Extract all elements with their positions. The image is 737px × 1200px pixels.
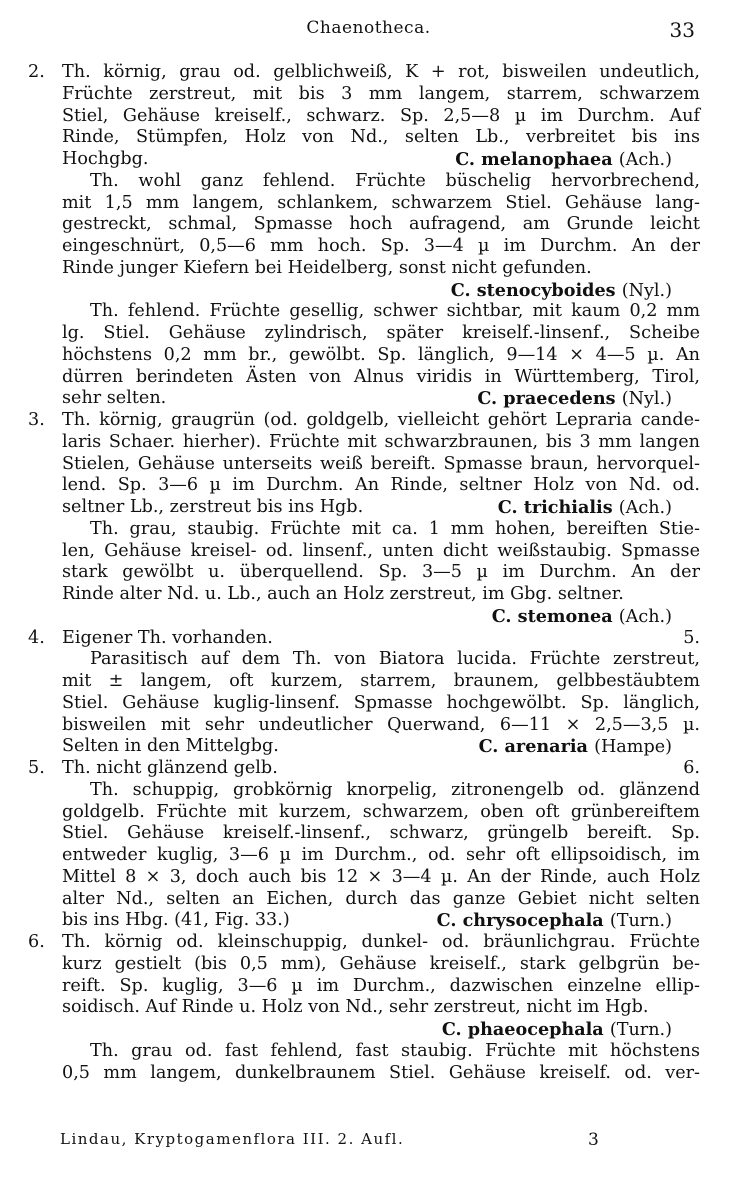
species-author: (Nyl.) [621, 389, 672, 410]
text-line [28, 1019, 700, 1041]
text-line [28, 280, 700, 302]
text-line [28, 519, 700, 541]
couplet-number: 6. [28, 932, 45, 952]
line-text: reift. Sp. kuglig, 3—6 µ im Durchm., dazwischen einzelne ellip- [62, 975, 700, 996]
text-line [28, 84, 700, 106]
text-line [28, 867, 700, 889]
species-name [479, 736, 672, 759]
species-binomial: C. chrysocephala [436, 910, 604, 932]
text-line [28, 584, 700, 606]
line-text: gestreckt, schmal, Spmasse hoch aufragend, am Grunde leicht [62, 214, 700, 235]
species-name [451, 280, 672, 303]
line-text: Stiel. Gehäuse kuglig-linsenf. Spmasse hochgewölbt. Sp. länglich, [62, 692, 700, 713]
line-text: Rinde junger Kiefern bei Heidelberg, sonst nicht gefunden. [62, 257, 592, 278]
line-text: lg. Stiel. Gehäuse zylindrisch, später kreiself.-linsenf., Scheibe [62, 323, 700, 343]
species-author: (Turn.) [609, 911, 672, 932]
line-text: Th. grau, staubig. Früchte mit ca. 1 mm hohen, bereiften Stie- [90, 518, 700, 539]
species-name [437, 910, 672, 933]
line-text: Stiel, Gehäuse kreiself., schwarz. Sp. 2,5—8 µ im Durchm. Auf [62, 105, 700, 126]
line-text: Th. körnig od. kleinschuppig, dunkel- od. bräunlichgrau. Früchte [62, 932, 700, 952]
text-line [28, 62, 700, 84]
species-name [442, 1019, 672, 1042]
line-text: dürren berindeten Ästen von Alnus viridis in Württemberg, Tirol, [62, 366, 700, 387]
species-name [492, 606, 672, 629]
text-line [28, 214, 700, 236]
text-line [28, 889, 700, 911]
text-line [28, 628, 700, 650]
text-line [28, 1063, 700, 1085]
text-line [28, 301, 700, 323]
line-text: mit ± langem, oft kurzem, starrem, braunem, gelbbestäubtem [62, 671, 700, 691]
line-text: Th. körnig, graugrün (od. goldgelb, vielleicht gehört Lepraria cande- [62, 410, 700, 430]
line-text: laris Schaer. hierher). Früchte mit schwarzbraunen, bis 3 mm langen [62, 431, 700, 452]
text-line [28, 845, 700, 867]
text-line [28, 345, 700, 367]
species-author: (Turn.) [609, 1020, 672, 1040]
species-binomial: C. arenaria [478, 736, 588, 758]
text-line [28, 715, 700, 737]
couplet-number: 5. [28, 758, 45, 778]
text-line [28, 758, 700, 780]
couplet-reference: 6. [683, 758, 700, 778]
line-text: Stielen, Gehäuse unterseits weiß bereift. Spmasse braun, hervorquel- [62, 453, 700, 474]
line-text: bis ins Hbg. (41, Fig. 33.) [62, 910, 290, 931]
line-text: kurz gestielt (bis 0,5 mm), Gehäuse kreiself., stark gelbgrün be- [62, 953, 700, 974]
line-text: entweder kuglig, 3—6 µ im Durchm., od. sehr oft ellipsoidisch, im [62, 845, 700, 865]
couplet-number: 3. [28, 410, 45, 430]
footer-imprint: Lindau, Kryptogamenflora III. 2. Aufl. [60, 1130, 405, 1148]
species-binomial: C. melanophaea [455, 149, 613, 170]
text-line [28, 1041, 700, 1063]
line-text: Früchte zerstreut, mit bis 3 mm langem, starrem, schwarzem [62, 83, 700, 104]
line-text: sehr selten. [62, 388, 167, 409]
line-text: seltner Lb., zerstreut bis ins Hgb. [62, 497, 364, 517]
text-line [28, 562, 700, 584]
text-line [28, 388, 700, 410]
line-text: Th. nicht glänzend gelb. [62, 758, 278, 778]
text-line [28, 106, 700, 128]
line-text: 0,5 mm langem, dunkelbraunem Stiel. Gehäuse kreiself. od. ver- [62, 1062, 700, 1083]
line-text: stark gewölbt u. überquellend. Sp. 3—5 µ im Durchm. An der [62, 562, 700, 583]
line-text: Mittel 8 × 3, doch auch bis 12 × 3—4 µ. An der Rinde, auch Holz [62, 866, 700, 887]
line-text: eingeschnürt, 0,5—6 mm hoch. Sp. 3—4 µ im Durchm. An der [62, 236, 700, 256]
line-text: Th. körnig, grau od. gelblichweiß, K + rot, bisweilen undeutlich, [62, 62, 700, 82]
line-text: Th. grau od. fast fehlend, fast staubig. Früchte mit höchstens [90, 1040, 700, 1061]
text-line [28, 606, 700, 628]
line-text: Parasitisch auf dem Th. von Biatora lucida. Früchte zerstreut, [90, 649, 700, 670]
line-text: Th. wohl ganz fehlend. Früchte büschelig hervorbrechend, [90, 170, 700, 191]
text-line [28, 497, 700, 519]
species-binomial: C. stemonea [491, 605, 613, 627]
line-text: Stiel. Gehäuse kreiself.-linsenf., schwarz, grüngelb bereift. Sp. [62, 823, 700, 844]
text-line [28, 954, 700, 976]
text-line [28, 823, 700, 845]
line-text: Rinde, Stümpfen, Holz von Nd., selten Lb., verbreitet bis ins [62, 127, 700, 148]
species-author: (Ach.) [618, 606, 672, 627]
line-text: goldgelb. Früchte mit kurzem, schwarzem, oben oft grünbereiftem [62, 801, 700, 822]
text-line [28, 541, 700, 563]
line-text: Rinde alter Nd. u. Lb., auch an Holz zerstreut, im Gbg. seltner. [62, 584, 624, 604]
text-line [28, 997, 700, 1019]
text-line [28, 258, 700, 280]
couplet-reference: 5. [683, 627, 700, 648]
page-number: 33 [669, 18, 695, 42]
text-line [28, 475, 700, 497]
text-line [28, 193, 700, 215]
text-line [28, 736, 700, 758]
line-text: lend. Sp. 3—6 µ im Durchm. An Rinde, seltner Holz von Nd. od. [62, 475, 700, 496]
text-line [28, 671, 700, 693]
text-line [28, 910, 700, 932]
species-binomial: C. praecedens [477, 388, 616, 410]
line-text: Eigener Th. vorhanden. [62, 627, 273, 648]
species-author: (Ach.) [618, 150, 672, 170]
text-line [28, 367, 700, 389]
signature-mark: 3 [588, 1130, 599, 1150]
text-line [28, 236, 700, 258]
line-text: höchstens 0,2 mm br., gewölbt. Sp. länglich, 9—14 × 4—5 µ. An [62, 344, 700, 365]
species-name [455, 149, 672, 172]
species-author: (Hampe) [594, 737, 672, 758]
text-line [28, 410, 700, 432]
line-text: bisweilen mit sehr undeutlicher Querwand, 6—11 × 2,5—3,5 µ. [62, 714, 700, 735]
text-line [28, 693, 700, 715]
text-line [28, 780, 700, 802]
text-line [28, 802, 700, 824]
species-name [498, 497, 672, 520]
line-text: Th. fehlend. Früchte gesellig, schwer sichtbar, mit kaum 0,2 mm [90, 301, 700, 322]
text-line [28, 432, 700, 454]
line-text: Hochgbg. [62, 149, 149, 169]
text-line [28, 171, 700, 193]
text-line [28, 454, 700, 476]
species-author: (Ach.) [618, 498, 672, 518]
line-text: soidisch. Auf Rinde u. Holz von Nd., sehr zerstreut, nicht im Hgb. [62, 997, 649, 1018]
running-title: Chaenotheca. [306, 18, 431, 38]
text-line [28, 149, 700, 171]
text-line [28, 323, 700, 345]
text-line [28, 649, 700, 671]
text-line [28, 932, 700, 954]
line-text: Th. schuppig, grobkörnig knorpelig, zitronengelb od. glänzend [90, 779, 700, 800]
key-text [28, 62, 700, 1084]
text-line [28, 976, 700, 998]
line-text: len, Gehäuse kreisel- od. linsenf., unten dicht weißstaubig. Spmasse [62, 540, 700, 561]
species-binomial: C. trichialis [497, 497, 613, 518]
species-binomial: C. stenocyboides [450, 279, 616, 301]
line-text: Selten in den Mittelgbg. [62, 736, 279, 757]
couplet-number: 2. [28, 62, 45, 82]
species-author: (Nyl.) [621, 280, 672, 301]
species-name [477, 388, 672, 411]
line-text: alter Nd., selten an Eichen, durch das ganze Gebiet nicht selten [62, 888, 700, 909]
line-text: mit 1,5 mm langem, schlankem, schwarzem Stiel. Gehäuse lang- [62, 192, 700, 213]
species-binomial: C. phaeocephala [441, 1019, 604, 1040]
couplet-number: 4. [28, 627, 45, 648]
text-line [28, 127, 700, 149]
